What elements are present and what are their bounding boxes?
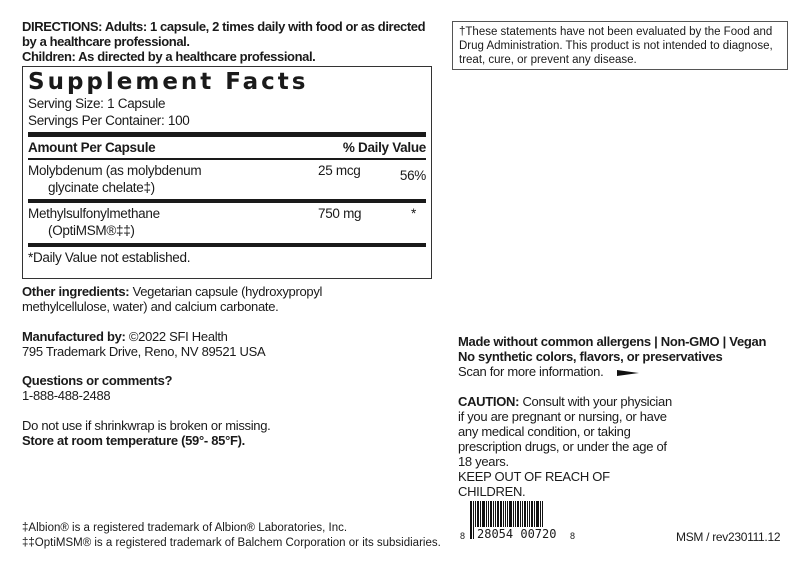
facts-title: Supplement Facts (28, 69, 309, 95)
questions: Questions or comments? 1-888-488-2488 (22, 373, 173, 403)
facts-row: Methylsulfonylmethane (OptiMSM®‡‡) 750 mg * (28, 206, 416, 238)
barcode-right-digit: 8 (570, 531, 576, 541)
revision-code: MSM / rev230111.12 (676, 530, 781, 544)
barcode-bar (473, 501, 474, 539)
supplement-facts-panel (22, 66, 432, 279)
fda-disclaimer: †These statements have not been evaluated by the Food and Drug Administration. This product is not intended to diagnose, treat, cure, or prevent any disease. (452, 21, 788, 70)
trademarks: ‡Albion® is a registered trademark of Albion® Laboratories, Inc. ‡‡OptiMSM® is a registered trademark of Balchem Corporation or its subsidiaries. (22, 522, 441, 549)
serving-size: Serving Size: 1 Capsule (28, 96, 166, 111)
arrow-right-icon (617, 370, 639, 376)
servings-per-container: Servings Per Container: 100 (28, 113, 190, 128)
barcode-left-digit: 8 (460, 531, 466, 541)
facts-footnote: *Daily Value not established. (28, 250, 191, 265)
barcode-bar (470, 501, 472, 539)
facts-row: Molybdenum (as molybdenum glycinate chelate‡) 25 mcg 56% (28, 163, 426, 195)
claims: Made without common allergens | Non-GMO | Vegan No synthetic colors, flavors, or preservatives Scan for more information. (458, 334, 767, 379)
directions: DIRECTIONS: Adults: 1 capsule, 2 times daily with food or as directed by a healthcare professional. Children: As directed by a healthcare professional. (22, 19, 426, 64)
barcode-number: 28054 00720 (477, 527, 557, 541)
header-dv: % Daily Value (342, 140, 426, 155)
manufacturer: Manufactured by: ©2022 SFI Health 795 Trademark Drive, Reno, NV 89521 USA (22, 329, 266, 359)
usage-warning: Do not use if shrinkwrap is broken or missing. Store at room temperature (59°- 85°F). (22, 418, 271, 448)
header-amount: Amount Per Capsule (28, 140, 156, 155)
other-ingredients: Other ingredients: Vegetarian capsule (hydroxypropyl methylcellulose, water) and calcium carbonate. (22, 284, 323, 314)
caution: CAUTION: Consult with your physician if you are pregnant or nursing, or have any medical condition, or taking prescription drugs, or under the age of 18 years. KEEP OUT OF REACH OF CHILDREN. (458, 394, 672, 499)
